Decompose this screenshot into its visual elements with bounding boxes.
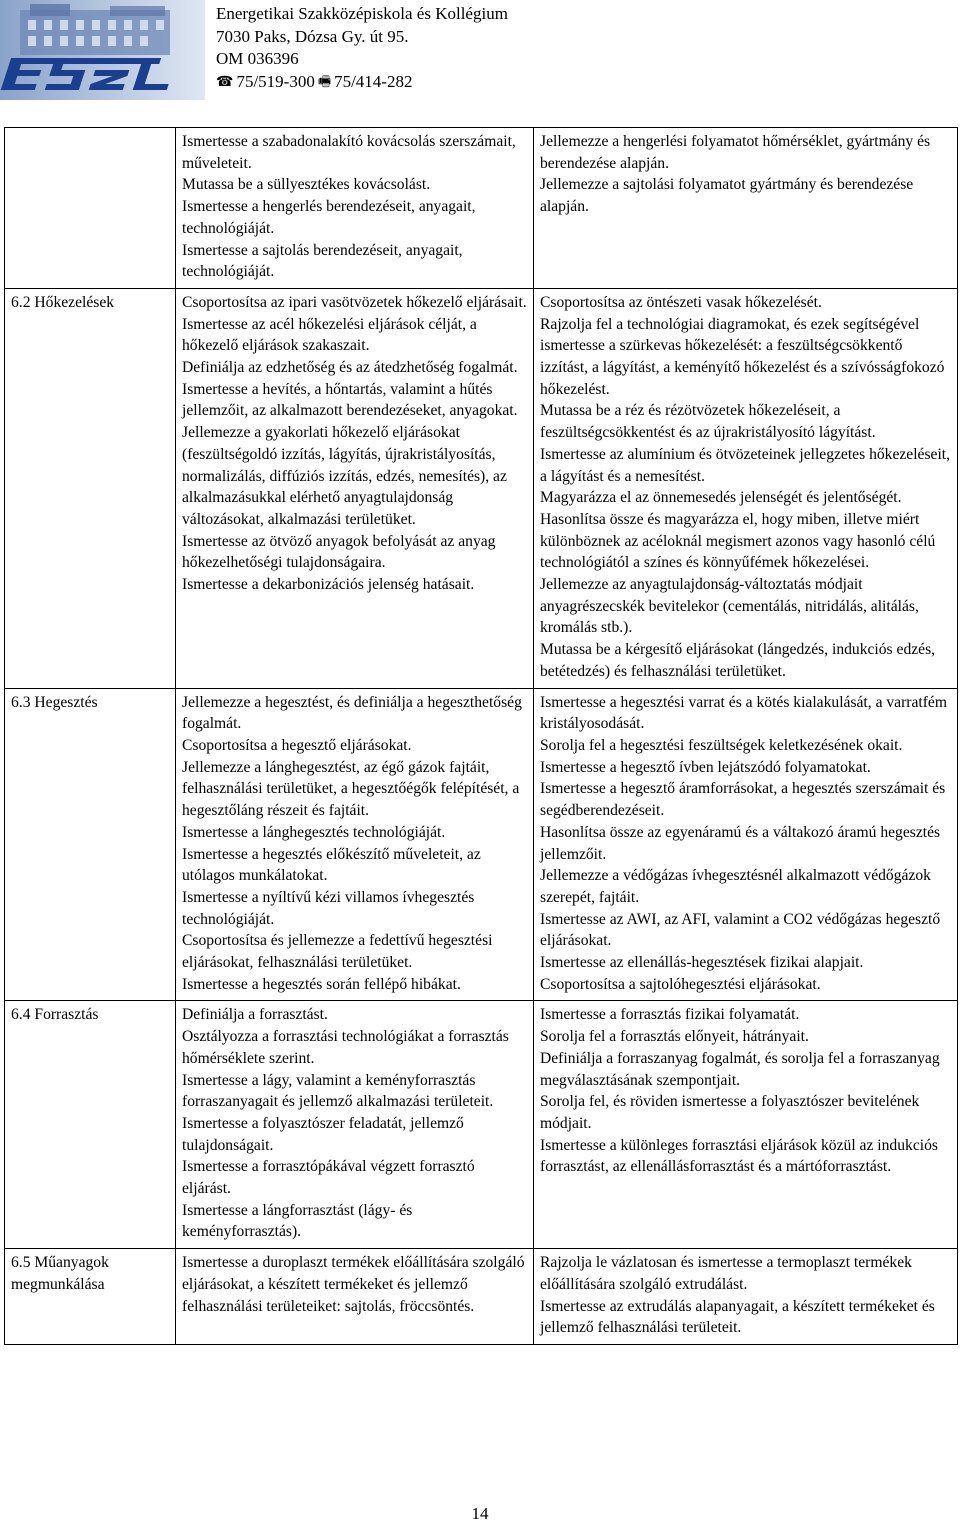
requirement-item: Jellemezze a lánghegesztést, az égő gázok fajtáit, felhasználási területüket, a hegesztőégők felépítését, a hegesztőláng részeit és fajtáit. bbox=[182, 758, 520, 820]
advanced-requirements-cell bbox=[534, 1249, 958, 1345]
advanced-item: Ismertesse a hegesztő ívben lejátszódó folyamatokat. bbox=[540, 758, 871, 776]
advanced-item: Jellemezze a hengerlési folyamatot hőmérséklet, gyártmány és berendezése alapján. bbox=[540, 133, 931, 172]
advanced-item: Csoportosítsa a sajtolóhegesztési eljárásokat. bbox=[540, 975, 821, 993]
requirement-item: Mutassa be a süllyesztékes kovácsolást. bbox=[182, 176, 431, 194]
requirements-cell bbox=[176, 1001, 534, 1249]
advanced-item: Ismertesse az AWI, az AFI, valamint a CO2 védőgázas hegesztő eljárásokat. bbox=[540, 910, 941, 950]
requirement-item: Ismertesse a hevítés, a hőntartás, valamint a hűtés jellemzőit, az alkalmazott berendezéseket, anyagokat. bbox=[182, 380, 518, 420]
page-number: 14 bbox=[471, 1504, 489, 1523]
advanced-item: Hasonlítsa össze az egyenáramú és a váltakozó áramú hegesztés jellemzőit. bbox=[540, 823, 941, 863]
advanced-item: Ismertesse a hegesztési varrat és a kötés kialakulását, a varratfém kristályosodását. bbox=[540, 693, 947, 733]
advanced-item: Magyarázza el az önnemesedés jelenségét és jelentőségét. bbox=[540, 489, 902, 507]
advanced-item: Sorolja fel, és röviden ismertesse a folyasztószer bevitelének módjait. bbox=[540, 1093, 920, 1132]
requirement-item: Ismertesse a duroplaszt termékek előállítására szolgáló eljárásokat, a készített termékeket és jellemző felhasználási területeiket: sajtolás, fröccsöntés. bbox=[182, 1254, 525, 1315]
advanced-requirements-cell bbox=[534, 288, 958, 688]
advanced-item: Ismertesse az ellenállás-hegesztések fizikai alapjait. bbox=[540, 954, 864, 972]
requirement-item: Ismertesse a dekarbonizációs jelenség hatásait. bbox=[182, 576, 475, 594]
phone-number: 75/519-300 bbox=[236, 71, 315, 91]
table-row bbox=[5, 1001, 958, 1249]
advanced-item: Hasonlítsa össze és magyarázza el, hogy miben, illetve miért különböznek az acéloknál megismert azonos vagy hasonló célú technológiától a színes és könnyűfémek hőkezelései. bbox=[540, 510, 936, 572]
advanced-item: Mutassa be a kérgesítő eljárásokat (lángedzés, indukciós edzés, betétedzés) és felhasználási területüket. bbox=[540, 641, 936, 680]
table-row bbox=[5, 1249, 958, 1345]
requirement-item: Ismertesse a szabadonalakító kovácsolás szerszámait, műveleteit. bbox=[182, 133, 516, 172]
requirement-item: Ismertesse a hegesztés előkészítő műveleteit, az utólagos munkálatokat. bbox=[182, 845, 481, 885]
advanced-item: Rajzolja fel a technológiai diagramokat, és ezek segítségével ismertesse a szürkevas hőkezelését: a feszültségcsökkentő izzítást, a lágyítást, a keményítő hőkezelést és a szívósságfokozó hőkezelést. bbox=[540, 315, 945, 398]
school-info bbox=[216, 3, 508, 94]
fax-icon: 🖷 bbox=[317, 74, 332, 90]
requirements-cell bbox=[176, 288, 534, 688]
advanced-item: Sorolja fel a hegesztési feszültségek keletkezésének okait. bbox=[540, 736, 903, 754]
advanced-item: Jellemezze az anyagtulajdonság-változtatás módjait anyagrészecskék bevitelekor (cementálás, nitridálás, alitálás, kromálás stb.). bbox=[540, 576, 919, 637]
section-title: 6.4 Forrasztás bbox=[11, 1006, 99, 1024]
advanced-item: Ismertesse az alumínium és ötvözeteinek jellegzetes hőkezeléseit, a lágyítást és a nemesítést. bbox=[540, 445, 951, 485]
section-title: 6.3 Hegesztés bbox=[11, 693, 98, 711]
advanced-item: Csoportosítsa az öntészeti vasak hőkezelését. bbox=[540, 293, 822, 311]
advanced-item: Ismertesse a forrasztás fizikai folyamatát. bbox=[540, 1006, 800, 1024]
section-title-cell bbox=[5, 288, 176, 688]
advanced-item: Ismertesse a hegesztő áramforrásokat, a hegesztés szerszámait és segédberendezéseit. bbox=[540, 780, 946, 820]
requirement-item: Ismertesse a lángforrasztást (lágy- és keményforrasztás). bbox=[182, 1201, 413, 1241]
requirements-cell bbox=[176, 1249, 534, 1345]
requirement-item: Ismertesse a lágy, valamint a keményforrasztás forraszanyagait és jellemző alkalmazási területeit. bbox=[182, 1071, 494, 1111]
curriculum-table bbox=[4, 127, 958, 1345]
section-title-cell bbox=[5, 1001, 176, 1249]
requirement-item: Ismertesse a sajtolás berendezéseit, anyagait, technológiáját. bbox=[182, 241, 463, 281]
requirement-item: Csoportosítsa és jellemezze a fedettívű hegesztési eljárásokat, felhasználási területüket. bbox=[182, 932, 493, 972]
advanced-requirements-cell bbox=[534, 128, 958, 289]
page-header bbox=[0, 0, 960, 112]
requirement-item: Jellemezze a gyakorlati hőkezelő eljárásokat (feszültségoldó izzítás, lágyítás, újrakristályosítás, normalizálás, diffúziós izzítás, edzés, nemesítés), az alkalmazásukkal elérhető anyagtulajdonság változásokat, alkalmazási területüket. bbox=[182, 424, 507, 528]
advanced-item: Rajzolja le vázlatosan és ismertesse a termoplaszt termékek előállítására szolgáló extrudálást. bbox=[540, 1254, 912, 1293]
advanced-item: Definiálja a forraszanyag fogalmát, és sorolja fel a forraszanyag megválasztásának szempontjait. bbox=[540, 1049, 940, 1089]
table-row bbox=[5, 128, 958, 289]
requirement-item: Ismertesse a nyíltívű kézi villamos ívhegesztés technológiáját. bbox=[182, 888, 475, 928]
school-logo bbox=[0, 0, 205, 100]
advanced-item: Ismertesse az extrudálás alapanyagait, a készített termékeket és jellemző felhasználási területeit. bbox=[540, 1297, 935, 1337]
section-title-cell bbox=[5, 128, 176, 289]
requirement-item: Csoportosítsa az ipari vasötvözetek hőkezelő eljárásait. bbox=[182, 293, 527, 311]
requirement-item: Ismertesse a hengerlés berendezéseit, anyagait, technológiáját. bbox=[182, 198, 476, 237]
requirement-item: Definiálja az edzhetőség és az átedzhetőség fogalmát. bbox=[182, 359, 518, 377]
school-address: 7030 Paks, Dózsa Gy. út 95. bbox=[216, 26, 409, 46]
phone-icon: ☎ bbox=[216, 74, 234, 90]
advanced-item: Sorolja fel a forrasztás előnyeit, hátrányait. bbox=[540, 1028, 809, 1046]
section-title: 6.2 Hőkezelések bbox=[11, 293, 115, 311]
advanced-item: Ismertesse a különleges forrasztási eljárások közül az indukciós forrasztást, az ellenállásforrasztást és a mártóforrasztást. bbox=[540, 1136, 938, 1176]
requirement-item: Ismertesse a lánghegesztés technológiáját. bbox=[182, 823, 446, 841]
table-row bbox=[5, 288, 958, 688]
requirement-item: Jellemezze a hegesztést, és definiálja a hegeszthetőség fogalmát. bbox=[182, 693, 522, 733]
requirement-item: Ismertesse az ötvöző anyagok befolyását az anyag hőkezelhetőségi tulajdonságaira. bbox=[182, 532, 496, 572]
table-row bbox=[5, 688, 958, 1001]
section-title-cell bbox=[5, 1249, 176, 1345]
advanced-item: Jellemezze a védőgázas ívhegesztésnél alkalmazott védőgázok szerepét, fajtáit. bbox=[540, 867, 931, 906]
requirement-item: Definiálja a forrasztást. bbox=[182, 1006, 328, 1024]
school-contact bbox=[216, 71, 508, 95]
advanced-item: Jellemezze a sajtolási folyamatot gyártmány és berendezése alapján. bbox=[540, 176, 914, 216]
requirement-item: Osztályozza a forrasztási technológiákat a forrasztás hőmérséklete szerint. bbox=[182, 1028, 509, 1067]
school-name: Energetikai Szakközépiskola és Kollégium bbox=[216, 4, 508, 23]
requirement-item: Ismertesse a hegesztés során fellépő hibákat. bbox=[182, 975, 461, 993]
advanced-requirements-cell bbox=[534, 688, 958, 1001]
requirement-item: Ismertesse az acél hőkezelési eljárások célját, a hőkezelő eljárások szakaszait. bbox=[182, 315, 477, 355]
requirements-cell bbox=[176, 128, 534, 289]
school-om: OM 036396 bbox=[216, 49, 299, 68]
requirement-item: Ismertesse a folyasztószer feladatát, jellemző tulajdonságait. bbox=[182, 1114, 464, 1154]
requirement-item: Ismertesse a forrasztópákával végzett forrasztó eljárást. bbox=[182, 1158, 475, 1198]
advanced-item: Mutassa be a réz és rézötvözetek hőkezeléseit, a feszültségcsökkentést és az újrakristályosító lágyítást. bbox=[540, 402, 876, 442]
requirement-item: Csoportosítsa a hegesztő eljárásokat. bbox=[182, 736, 412, 754]
fax-number: 75/414-282 bbox=[334, 71, 413, 91]
advanced-requirements-cell bbox=[534, 1001, 958, 1249]
requirements-cell bbox=[176, 688, 534, 1001]
section-title: 6.5 Műanyagok megmunkálása bbox=[11, 1254, 109, 1293]
section-title-cell bbox=[5, 688, 176, 1001]
